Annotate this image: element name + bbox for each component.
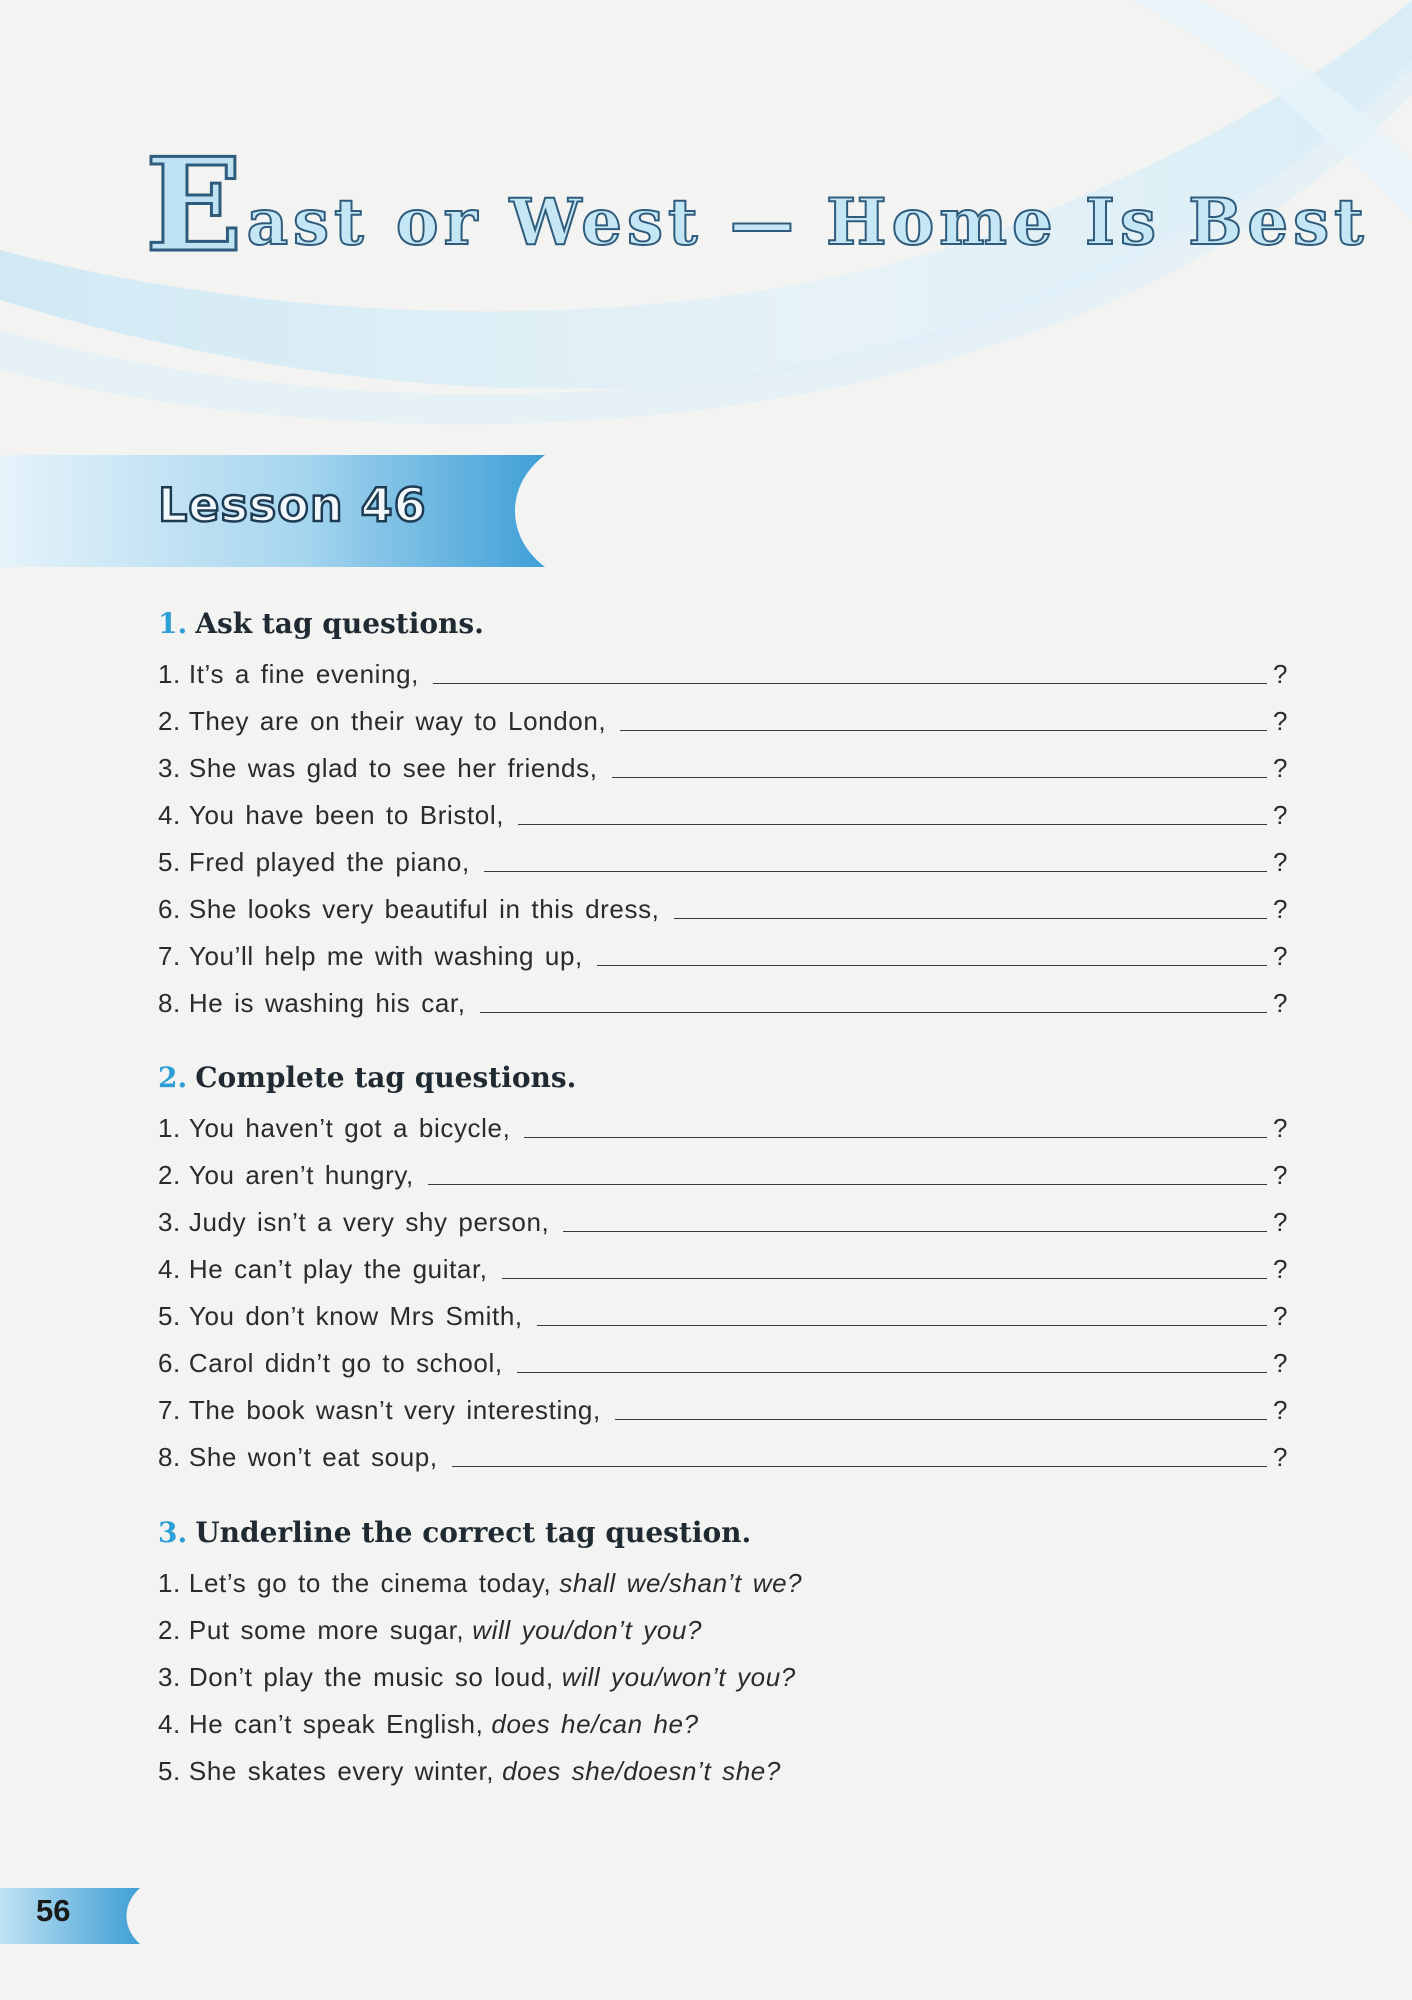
exercise-row xyxy=(158,1693,1288,1740)
answer-line[interactable] xyxy=(452,1466,1267,1467)
task-instruction: Underline the correct tag question. xyxy=(195,1515,752,1549)
question-mark: ? xyxy=(1272,1442,1288,1472)
item-text: He can’t speak English, xyxy=(188,1709,484,1739)
item-number: 5. xyxy=(158,1301,181,1331)
question-mark: ? xyxy=(1272,1160,1288,1190)
task-1-heading xyxy=(158,603,1288,643)
tag-options[interactable]: does she/doesn’t she? xyxy=(502,1756,781,1786)
exercise-row xyxy=(158,1646,1288,1693)
exercise-row xyxy=(158,831,1288,878)
answer-line[interactable] xyxy=(428,1184,1267,1185)
tag-options[interactable]: will you/won’t you? xyxy=(561,1662,796,1692)
item-number: 4. xyxy=(158,800,181,830)
task-3 xyxy=(158,1512,1288,1787)
item-number: 5. xyxy=(158,1756,181,1786)
item-text: He is washing his car, xyxy=(188,988,466,1018)
question-mark: ? xyxy=(1272,894,1288,924)
exercise-row xyxy=(158,784,1288,831)
exercise-row xyxy=(158,1285,1288,1332)
item-text: You have been to Bristol, xyxy=(188,800,505,830)
exercise-row xyxy=(158,643,1288,690)
item-text: The book wasn’t very interesting, xyxy=(188,1395,601,1425)
task-instruction: Complete tag questions. xyxy=(195,1060,577,1094)
question-mark: ? xyxy=(1272,847,1288,877)
item-text: Judy isn’t a very shy person, xyxy=(188,1207,550,1237)
item-number: 8. xyxy=(158,988,181,1018)
exercise-row xyxy=(158,1740,1288,1787)
item-number: 2. xyxy=(158,1160,181,1190)
answer-line[interactable] xyxy=(615,1419,1267,1420)
tag-options[interactable]: shall we/shan’t we? xyxy=(559,1568,803,1598)
answer-line[interactable] xyxy=(480,1012,1267,1013)
question-mark: ? xyxy=(1272,659,1288,689)
exercise-row xyxy=(158,737,1288,784)
question-mark: ? xyxy=(1272,1254,1288,1284)
item-text: Fred played the piano, xyxy=(188,847,470,877)
task-instruction: Ask tag questions. xyxy=(195,606,484,640)
item-number: 1. xyxy=(158,659,181,689)
question-mark: ? xyxy=(1272,753,1288,783)
exercise-row xyxy=(158,1599,1288,1646)
task-1 xyxy=(158,603,1288,1019)
page-title xyxy=(145,131,1369,281)
exercise-row xyxy=(158,878,1288,925)
item-text: Put some more sugar, xyxy=(188,1615,465,1645)
answer-line[interactable] xyxy=(524,1137,1267,1138)
item-number: 6. xyxy=(158,1348,181,1378)
item-text: He can’t play the guitar, xyxy=(188,1254,488,1284)
question-mark: ? xyxy=(1272,941,1288,971)
item-number: 8. xyxy=(158,1442,181,1472)
item-number: 6. xyxy=(158,894,181,924)
answer-line[interactable] xyxy=(597,965,1267,966)
exercise-row xyxy=(158,1552,1288,1599)
task-number: 2. xyxy=(158,1060,188,1094)
item-number: 2. xyxy=(158,706,181,736)
question-mark: ? xyxy=(1272,1301,1288,1331)
item-text: She won’t eat soup, xyxy=(188,1442,438,1472)
question-mark: ? xyxy=(1272,1207,1288,1237)
item-text: Don’t play the music so loud, xyxy=(188,1662,554,1692)
exercise-row xyxy=(158,690,1288,737)
question-mark: ? xyxy=(1272,800,1288,830)
item-number: 3. xyxy=(158,1662,181,1692)
exercise-row xyxy=(158,1238,1288,1285)
item-text: Carol didn’t go to school, xyxy=(188,1348,503,1378)
item-text: You’ll help me with washing up, xyxy=(188,941,583,971)
exercise-row xyxy=(158,1097,1288,1144)
exercise-row xyxy=(158,972,1288,1019)
question-mark: ? xyxy=(1272,1348,1288,1378)
exercise-row xyxy=(158,1191,1288,1238)
item-number: 3. xyxy=(158,753,181,783)
item-number: 3. xyxy=(158,1207,181,1237)
exercise-row xyxy=(158,1144,1288,1191)
answer-line[interactable] xyxy=(620,730,1267,731)
answer-line[interactable] xyxy=(484,871,1267,872)
lesson-label: Lesson 46 xyxy=(158,478,427,532)
task-number: 1. xyxy=(158,606,188,640)
item-text: They are on their way to London, xyxy=(188,706,607,736)
answer-line[interactable] xyxy=(612,777,1267,778)
question-mark: ? xyxy=(1272,1395,1288,1425)
item-text: She looks very beautiful in this dress, xyxy=(188,894,660,924)
item-number: 1. xyxy=(158,1568,181,1598)
item-text: You don’t know Mrs Smith, xyxy=(188,1301,523,1331)
task-3-heading xyxy=(158,1512,1288,1552)
item-text: You haven’t got a bicycle, xyxy=(188,1113,511,1143)
answer-line[interactable] xyxy=(502,1278,1267,1279)
question-mark: ? xyxy=(1272,706,1288,736)
title-text: ast or West — Home Is Best xyxy=(246,185,1369,260)
answer-line[interactable] xyxy=(518,824,1267,825)
question-mark: ? xyxy=(1272,1113,1288,1143)
item-number: 2. xyxy=(158,1615,181,1645)
tag-options[interactable]: does he/can he? xyxy=(491,1709,699,1739)
exercise-row xyxy=(158,1379,1288,1426)
exercise-row xyxy=(158,1332,1288,1379)
answer-line[interactable] xyxy=(674,918,1267,919)
item-number: 4. xyxy=(158,1254,181,1284)
item-number: 5. xyxy=(158,847,181,877)
answer-line[interactable] xyxy=(563,1231,1267,1232)
answer-line[interactable] xyxy=(517,1372,1267,1373)
answer-line[interactable] xyxy=(537,1325,1267,1326)
answer-line[interactable] xyxy=(433,683,1267,684)
question-mark: ? xyxy=(1272,988,1288,1018)
task-2 xyxy=(158,1057,1288,1473)
task-2-heading xyxy=(158,1057,1288,1097)
tag-options[interactable]: will you/don’t you? xyxy=(472,1615,703,1645)
item-number: 4. xyxy=(158,1709,181,1739)
item-text: She was glad to see her friends, xyxy=(188,753,598,783)
item-number: 1. xyxy=(158,1113,181,1143)
item-text: It’s a fine evening, xyxy=(188,659,419,689)
item-number: 7. xyxy=(158,941,181,971)
exercise-row xyxy=(158,1426,1288,1473)
page-number: 56 xyxy=(36,1893,71,1928)
item-number: 7. xyxy=(158,1395,181,1425)
title-initial: E xyxy=(145,131,243,281)
item-text: You aren’t hungry, xyxy=(188,1160,414,1190)
item-text: She skates every winter, xyxy=(188,1756,495,1786)
item-text: Let’s go to the cinema today, xyxy=(188,1568,552,1598)
exercise-row xyxy=(158,925,1288,972)
task-number: 3. xyxy=(158,1515,188,1549)
